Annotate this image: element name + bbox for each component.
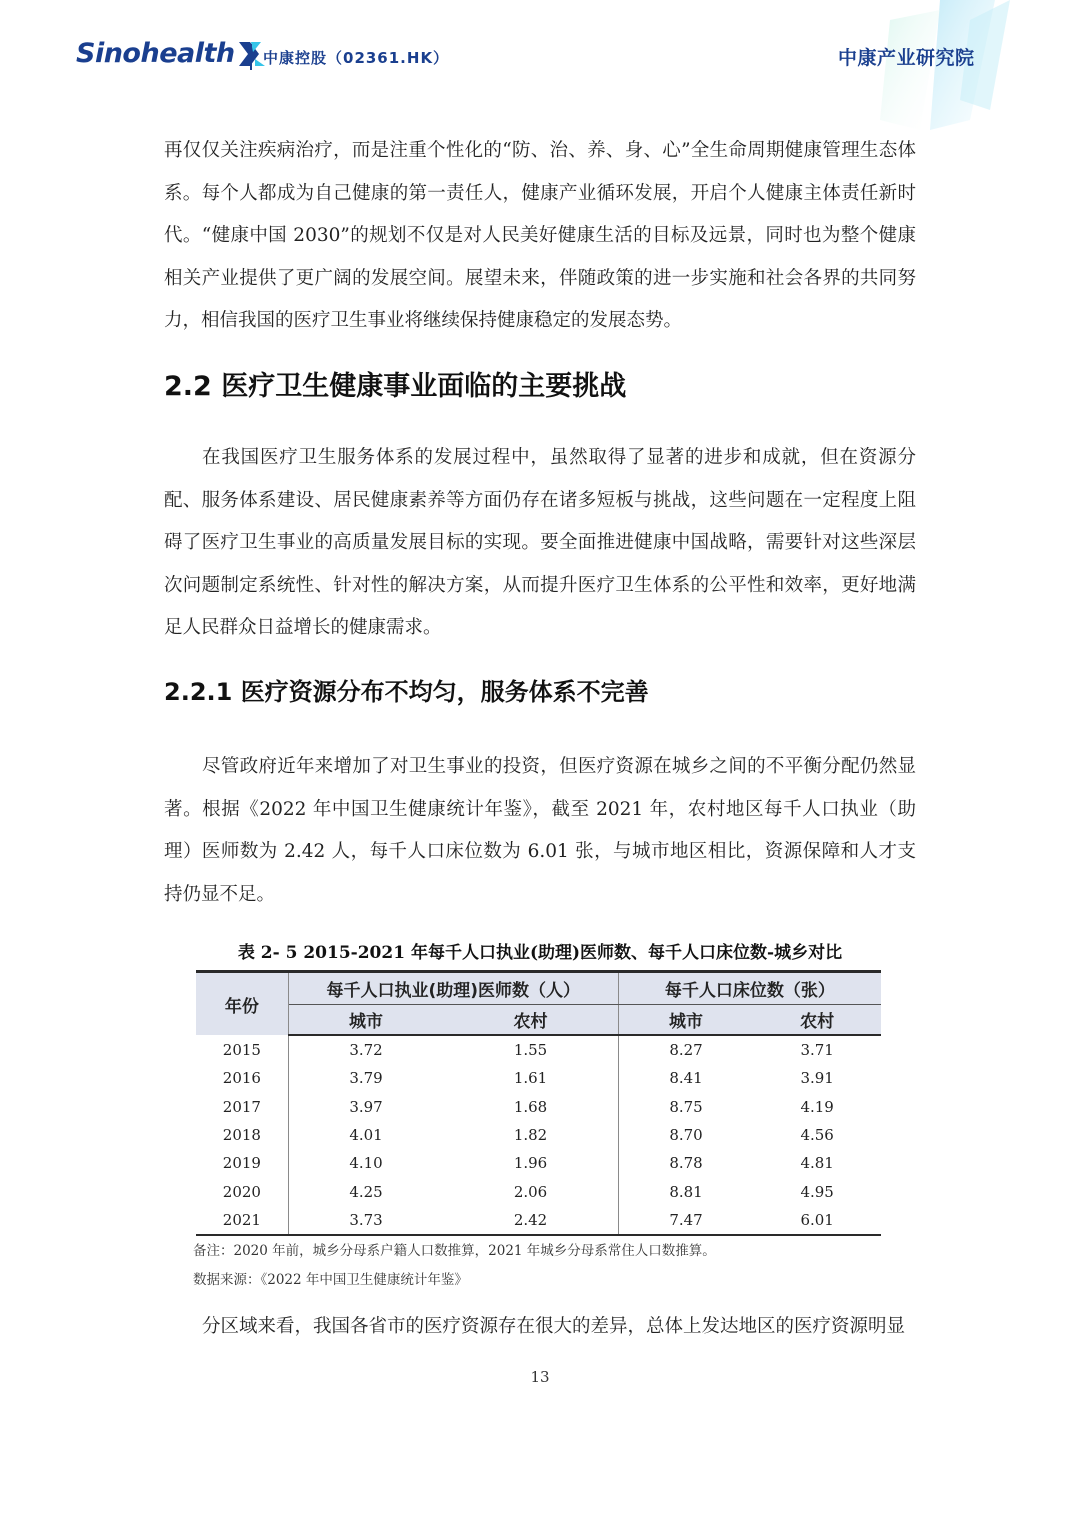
table-source: 数据来源：《2022 年中国卫生健康统计年鉴》 — [193, 1272, 468, 1288]
table-row — [196, 1035, 881, 1064]
institute-name: 中康产业研究院 — [838, 47, 975, 69]
header-decoration — [820, 0, 1080, 140]
cell-beds-city: 8.78 — [669, 1154, 703, 1173]
cell-doctors-rural: 1.82 — [443, 1121, 618, 1149]
cell-doctors-rural: 2.42 — [443, 1206, 618, 1235]
cell-year: 2020 — [196, 1177, 288, 1205]
cell-doctors-rural: 2.06 — [443, 1177, 618, 1205]
header-doctors-rural: 农村 — [443, 1005, 618, 1036]
cell-doctors-rural: 1.68 — [443, 1093, 618, 1121]
cell-beds-rural: 4.19 — [800, 1097, 834, 1116]
cell-doctors-city: 3.97 — [349, 1097, 383, 1116]
cell-doctors-city: 3.72 — [349, 1041, 383, 1060]
logo-wordmark: Sinohealth — [76, 38, 235, 69]
header-beds-rural: 农村 — [753, 1005, 881, 1036]
cell-year: 2021 — [196, 1206, 288, 1235]
logo-divider — [250, 44, 252, 70]
table-header-row — [196, 972, 881, 1005]
cell-year: 2019 — [196, 1149, 288, 1177]
cell-doctors-rural: 1.55 — [443, 1035, 618, 1064]
cell-year: 2016 — [196, 1064, 288, 1092]
subsection-heading: 2.2.1 医疗资源分布不均匀，服务体系不完善 — [164, 678, 649, 706]
table-row — [196, 1121, 881, 1149]
cell-year: 2015 — [196, 1035, 288, 1064]
cell-beds-city: 7.47 — [618, 1206, 753, 1235]
table-row — [196, 1064, 881, 1092]
cell-beds-rural: 4.56 — [800, 1126, 834, 1145]
cell-doctors-city: 3.79 — [349, 1069, 383, 1088]
cell-doctors-rural: 1.96 — [443, 1149, 618, 1177]
cell-beds-city: 8.41 — [669, 1069, 703, 1088]
cell-doctors-rural: 1.61 — [443, 1064, 618, 1092]
cell-beds-city: 8.70 — [669, 1126, 703, 1145]
paragraph-4: 分区域来看，我国各省市的医疗资源存在很大的差异，总体上发达地区的医疗资源明显 — [202, 1316, 906, 1337]
header-year: 年份 — [196, 972, 288, 1036]
cell-beds-rural: 6.01 — [753, 1206, 881, 1235]
company-name: 中康控股（02361.HK） — [263, 49, 450, 67]
header-doctors: 每千人口执业(助理)医师数（人） — [288, 972, 618, 1005]
page-number: 13 — [530, 1368, 550, 1386]
cell-doctors-city: 4.25 — [349, 1182, 383, 1201]
table-note: 备注：2020 年前，城乡分母系户籍人口数推算，2021 年城乡分母系常住人口数推算。 — [193, 1243, 716, 1259]
sinohealth-logo — [76, 38, 267, 69]
paragraph-2: 在我国医疗卫生服务体系的发展过程中，虽然取得了显著的进步和成就，但在资源分配、服务体系建设、居民健康素养等方面仍存在诸多短板与挑战，这些问题在一定程度上阻碍了医疗卫生事业的高质量发展目标的实现。要全面推进健康中国战略，需要针对这些深层次问题制定系统性、针对性的解决方案，从而提升医疗卫生体系的公平性和效率，更好地满足人民群众日益增长的健康需求。 — [164, 447, 916, 638]
page-header — [0, 0, 1080, 110]
table-row — [196, 1177, 881, 1205]
cell-beds-rural: 4.81 — [800, 1154, 834, 1173]
cell-doctors-city: 4.01 — [349, 1126, 383, 1145]
table-caption: 表 2- 5 2015-2021 年每千人口执业(助理)医师数、每千人口床位数-城乡对比 — [237, 943, 843, 963]
cell-year: 2017 — [196, 1093, 288, 1121]
header-beds: 每千人口床位数（张） — [618, 972, 881, 1005]
cell-beds-city: 8.75 — [669, 1097, 703, 1116]
table-subheader-row — [196, 1005, 881, 1036]
cell-year: 2018 — [196, 1121, 288, 1149]
cell-beds-rural: 3.91 — [800, 1069, 834, 1088]
data-table — [196, 970, 881, 1236]
header-doctors-city: 城市 — [288, 1005, 443, 1036]
cell-beds-city: 8.27 — [669, 1041, 703, 1060]
section-heading: 2.2 医疗卫生健康事业面临的主要挑战 — [164, 371, 627, 402]
cell-doctors-city: 4.10 — [349, 1154, 383, 1173]
cell-beds-city: 8.81 — [669, 1182, 703, 1201]
cell-doctors-city: 3.73 — [288, 1206, 443, 1235]
paragraph-1: 再仅仅关注疾病治疗，而是注重个性化的“防、治、养、身、心”全生命周期健康管理生态体系。每个人都成为自己健康的第一责任人，健康产业循环发展，开启个人健康主体责任新时代。“健康中国 2030”的规划不仅是对人民美好健康生活的目标及远景，同时也为整个健康相关产业提供了更广阔的发展空间。展望未来，伴随政策的进一步实施和社会各界的共同努力，相信我国的医疗卫生事业将继续保持健康稳定的发展态势。 — [164, 140, 916, 331]
header-beds-city: 城市 — [618, 1005, 753, 1036]
cell-beds-rural: 4.95 — [800, 1182, 834, 1201]
paragraph-3: 尽管政府近年来增加了对卫生事业的投资，但医疗资源在城乡之间的不平衡分配仍然显著。根据《2022 年中国卫生健康统计年鉴》，截至 2021 年，农村地区每千人口执业（助理）医师数为 2.42 人，每千人口床位数为 6.01 张，与城市地区相比，资源保障和人才支持仍显不足。 — [164, 756, 916, 905]
table-row — [196, 1149, 881, 1177]
cell-beds-rural: 3.71 — [800, 1041, 834, 1060]
table-row — [196, 1093, 881, 1121]
table-row — [196, 1206, 881, 1235]
